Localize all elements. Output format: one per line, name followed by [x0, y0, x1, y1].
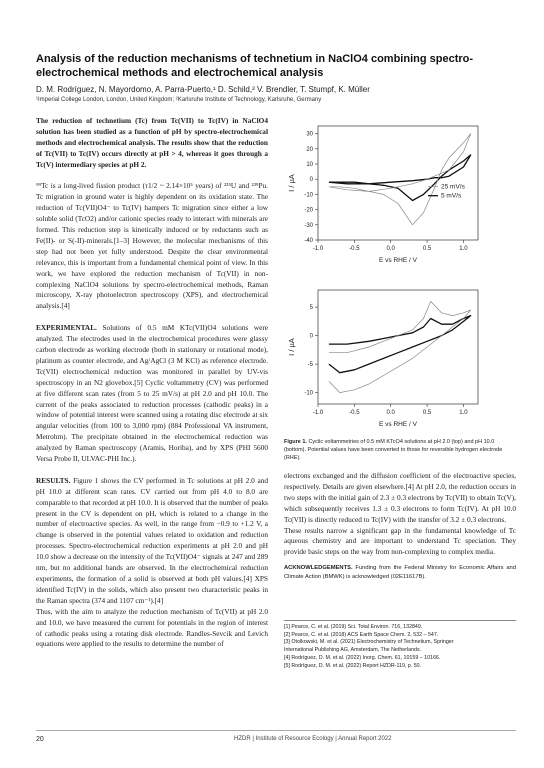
y-tick-label: -30 — [304, 222, 313, 229]
reference-item: International Publishing AG, Amsterdam, The Netherlands. — [284, 647, 422, 654]
y-tick-label: -10 — [304, 192, 313, 199]
results-heading: RESULTS. — [36, 475, 71, 485]
experimental-heading: EXPERIMENTAL. — [36, 323, 97, 333]
ack-text: Funding from the Federal Ministry for Economic Affairs and Climate Action (BMWK) is acknowledged (02E11617B). — [284, 565, 516, 580]
reference-item: [1] Pearce, C. et al. (2019) Sci. Total Environ. 716, 132849. — [284, 624, 423, 630]
y-tick-label: 5 — [309, 305, 313, 312]
plot-frame — [318, 290, 478, 404]
x-axis-label: E vs RHE / V — [379, 421, 417, 428]
y-tick-label: -5 — [307, 362, 313, 369]
x-tick-label: -1.0 — [312, 246, 324, 252]
cv-series-line — [329, 316, 471, 373]
cv-series-line — [329, 301, 471, 392]
left-column — [36, 116, 268, 650]
reference-item: [2] Pearce, C. et al. (2018) ACS Earth Space Chem. 2, 532 – 547. — [284, 631, 439, 638]
experimental-paragraph — [36, 323, 268, 465]
reference-item: [5] Rodríguez, D. M. et al. (2022) Report HZDR-119, p. 50. — [284, 662, 422, 669]
page-number: 20 — [36, 736, 44, 743]
x-tick-label: 0.5 — [422, 246, 432, 252]
legend-label: 25 mV/s — [441, 183, 465, 191]
introduction-paragraph: ⁹⁹Tc is a long-lived fission product (τ1/2 ~ 2.14×10⁵ years) of ²³⁵U and ²³⁹Pu. Tc migration in ground water is highly dependent on its oxidation state. The reduction of Tc(VII)O4⁻ to Tc(IV) hampers Tc migration since either a low soluble solid (TcO2) and/or cationic species ready to interact with minerals are formed. This reduction step is kinetically induced or by reductants such as Fe(II)- or S(-II)-minerals.[1–3] However, the molecular mechanisms of this step had not been yet fully understood. Despite the clear environmental relevance, this is important from a fundamental chemical point of view. In this work, we have explored the reduction mechanism of Tc(VII) in non-complexing NaClO4 solutions by spectro-electrochemical methods, Raman microscopy, X-ray photoelectron spectroscopy (XPS), and electrochemical analysis.[4] — [36, 181, 268, 311]
x-tick-label: 0.0 — [386, 246, 395, 252]
y-tick-label: -10 — [304, 390, 313, 397]
x-tick-label: -1.0 — [312, 410, 324, 416]
results-paragraph — [36, 476, 268, 607]
footer-divider — [36, 730, 516, 731]
x-tick-label: 0.5 — [422, 410, 432, 416]
x-tick-label: -0.5 — [349, 410, 360, 416]
legend-label: 5 mV/s — [441, 192, 462, 200]
x-tick-label: 0.0 — [386, 410, 395, 416]
cv-chart-ph2 — [284, 118, 516, 268]
cv-series-line — [329, 134, 471, 225]
reference-item: [4] Rodríguez, D. M. et al. (2022) Inorg. Chem. 61, 10159 – 10166. — [284, 654, 441, 661]
x-tick-label: 1.0 — [459, 410, 468, 416]
y-tick-label: 30 — [306, 131, 313, 138]
ack-heading: ACKNOWLEDGEMENTS. — [284, 565, 353, 572]
abstract: The reduction of technetium (Tc) from Tc(VII) to Tc(IV) in NaClO4 solution has been studied as a function of pH by spectro-electrochemical methods and electrochemical analysis. The results show that the reduction of Tc(VII) to Tc(IV) occurs directly at pH > 4, whereas it goes through a Tc(V) intermediary species at pH 2. — [36, 116, 268, 169]
y-axis-label: I / µA — [287, 174, 296, 192]
affiliations: ¹Imperial College London, London, United Kingdom; ²Karlsruhe Institute of Technology, Karlsruhe, Germany — [36, 97, 322, 103]
author-list: D. M. Rodríguez, N. Mayordomo, A. Parra-Puerto,¹ D. Schild,² V. Brendler, T. Stumpf, K. Müller — [36, 85, 370, 94]
discussion-paragraph: electrons exchanged and the diffusion coefficient of the electroactive species, respectively. Details are given elsewhere.[4] At pH 2.0, the reduction occurs in two steps with the initial gain of 2.3 ± 0.3 electrons by Tc(VII) to obtain Tc(V), which subsequently receives 1.3 ± 0.3 electrons to form Tc(IV). At pH 10.0 Tc(VII) is directly reduced to Tc(IV) with the transfer of 3.2 ± 0.3 electrons. — [284, 471, 516, 524]
acknowledgements — [284, 564, 516, 581]
y-axis-label: I / µA — [287, 338, 296, 356]
reference-list — [284, 620, 516, 670]
results-paragraph-2: Thus, with the aim to analyze the reduction mechanism of Tc(VII) at pH 2.0 and 10.0, we have measured the current for potentials in the region of interest of cathodic peaks using a rotating disk electrode. Randles-Sevcik and Levich equations were applied to the results to determine the number of — [36, 606, 268, 649]
y-tick-label: 0 — [309, 333, 313, 340]
experimental-text: Solutions of 0.5 mM KTc(VII)O4 solutions were analyzed. The electrodes used in the electrochemical procedures were glassy carbon electrode as working electrode (both in stationary or rotational mode), platinum as counter electrode, and Ag/AgCl (3 M KCl) as reference electrode. Tc(VII) electrochemical reduction was monitored in parallel by UV-vis spectroscopy in an N2 glovebox.[5] Cyclic voltammetry (CV) was performed at five different scan rates (from 5 to 25 mV/s) at pH 2.0 and pH 10.0. The current of the peaks associated to reduction processes (cathodic peaks) in a window of potential interest were scanned using a rotating disc electrode at six angular velocities (from 100 to 3,000 rpm) (884 Professional VA instrument, Metrohm). The precipitate obtained in the electrochemical reduction was analyzed by Raman spectroscopy (Aramis, Horiba), and by XPS (PHI 5600 Versa Probe II, ULVAC-PHI Inc.). — [36, 323, 268, 464]
y-tick-label: -20 — [304, 207, 313, 214]
caption-label: Figure 1. — [284, 439, 307, 445]
y-tick-label: -40 — [304, 238, 313, 244]
y-tick-label: 20 — [306, 146, 313, 153]
article-title: Analysis of the reduction mechanisms of technetium in NaClO4 combining spectro-electrochemical methods and electrochemical analysis — [36, 53, 474, 79]
figure-caption — [284, 438, 516, 462]
x-tick-label: -0.5 — [349, 246, 360, 252]
x-axis-label: E vs RHE / V — [379, 257, 417, 264]
caption-text: Cyclic voltammetries of 0.5 mM KTcO4 solutions at pH 2.0 (top) and pH 10.0 (bottom). Potential values have been converted to those for reversible hydrogen electrode (RHE). — [284, 439, 503, 461]
y-tick-label: 0 — [309, 177, 313, 184]
cv-chart-ph10 — [284, 282, 516, 432]
y-tick-label: 10 — [306, 162, 313, 168]
conclusion-paragraph: These results narrow a significant gap in the fundamental knowledge of Tc aqueous chemistry and are important to understand Tc speciation. They provide basic steps on the way from non-complexing to complex media. — [284, 525, 516, 557]
reference-item: [3] Otolkowski, M. et al. (2021) Electrochemistry of Technetium, Springer — [284, 639, 454, 646]
report-footer: HZDR | Institute of Resource Ecology | Annual Report 2022 — [234, 736, 392, 742]
results-text: Figure 1 shows the CV performed in Tc solutions at pH 2.0 and pH 10.0 at different scan rates. CV carried out from pH 4.0 to 8.0 are comparable to that recorded at pH 10.0. It is observed that the number of peaks present in the CV is dependent on pH, which is related to a change in the number of electroactive species. As well, in the range from −0.9 to +1.2 V, a change is observed in the potential values related to oxidation and reduction processes. Spectro-electrochemical reduction experiments at pH 2.0 and pH 10.0 show a decrease on the intensity of the Tc(VII)O4⁻ signals at 247 and 289 nm, but no additional bands are observed. In the electrochemical reduction experiments, the formation of a solid is observed at both pH values.[4] XPS identified Tc(IV) in the solids, which also present two characteristic peaks in the Raman spectra (374 and 1107 cm⁻¹).[4] — [36, 475, 268, 605]
x-tick-label: 1.0 — [459, 246, 468, 252]
right-column — [284, 471, 516, 581]
